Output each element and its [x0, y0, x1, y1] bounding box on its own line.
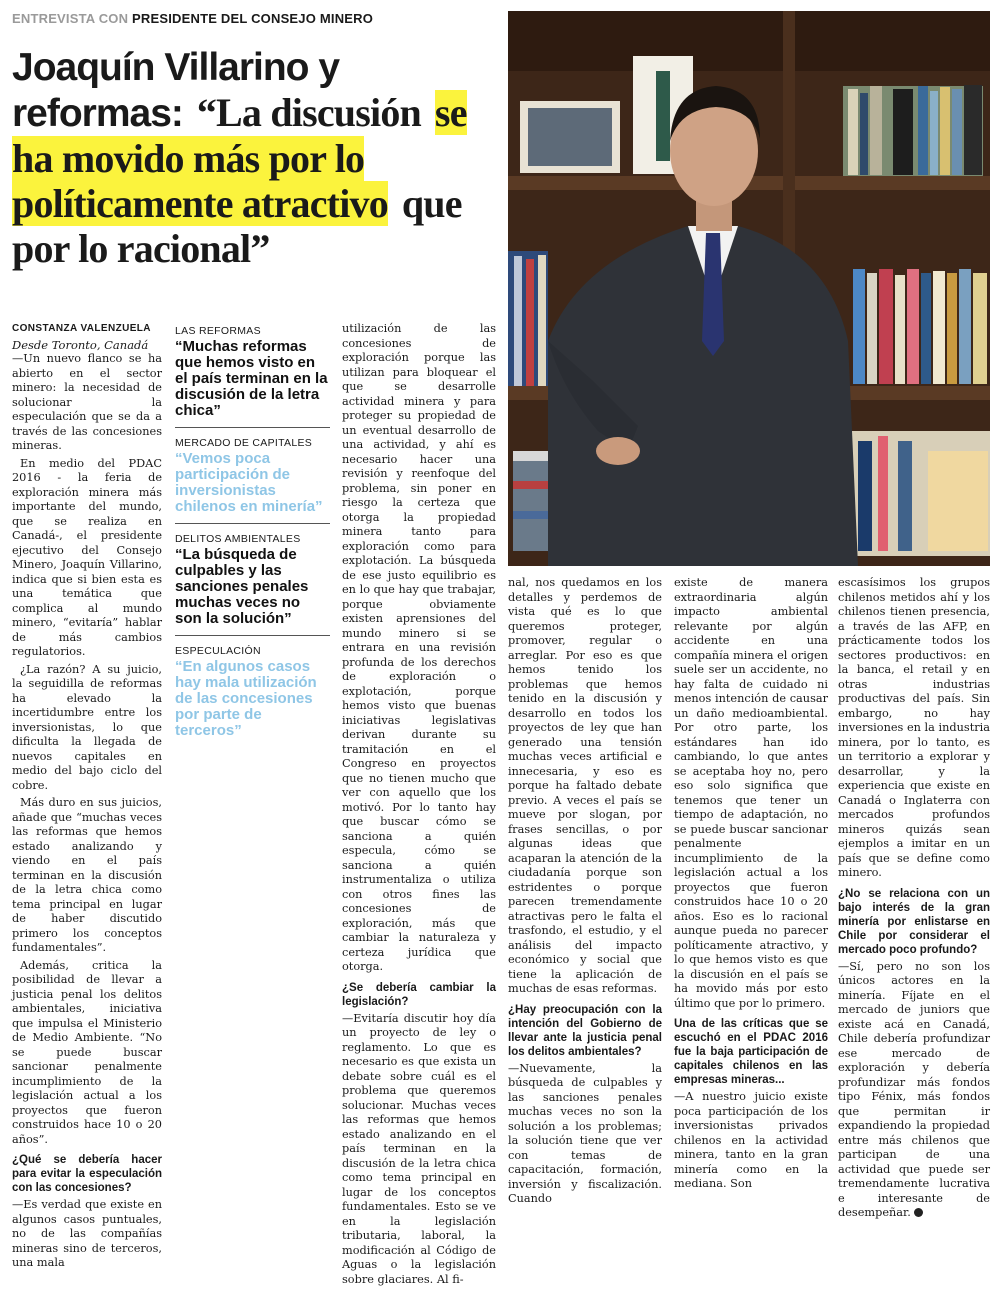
portrait-photo: [508, 11, 990, 566]
pull-quote-text: “En algunos casos hay mala utilización de las concesiones por parte de terceros”: [175, 658, 317, 739]
pull-quote-label: MERCADO DE CAPITALES: [175, 437, 313, 449]
paragraph: existe de manera extraordinaria algún impacto ambiental relevante por algún accidente en una compañía minera el origen suele ser un accidente, no hay falta de cuidado ni menos intención de causar un daño medioambiental. Por otro parte, los estándares han ido cambiando, lo que antes se aceptaba hoy no, pero eso solo significa que tenemos que tener un tiempo de adaptación, no se puede buscar sancionar penalmente incumplimiento de la legislación actual a los proyectos que fueron construidos hace 10 o 20 años. Eso es lo racional aunque pueda no parecer políticamente atractivo, y lo que hemos visto es que la discusión en el país se ha movido más por esto último que por lo primero.: [674, 576, 828, 1010]
pull-quote-text: “Muchas reformas que hemos visto en el país terminan en la discusión de la letra chica”: [175, 338, 328, 419]
paragraph: Además, critica la posibilidad de llevar a justicia penal los delitos ambientales, iniciativa que impulsa el Ministerio de Medio Ambiente. “No se puede buscar sancionar penalmente incumplimiento de la legislación actual a los proyectos que fueron construidos hace 10 o 20 años”.: [12, 958, 162, 1146]
paragraph: —A nuestro juicio existe poca participación de los inversionistas privados chilenos en la actividad minera, tanto en la gran minería como en la mediana. Son: [674, 1090, 828, 1190]
paragraph: —Un nuevo flanco se ha abierto en el sector minero: la necesidad de solucionar la especulación que se da a través de las concesiones mineras.: [12, 352, 162, 452]
interview-question: ¿Hay preocupación con la intención del Gobierno de llevar ante la justicia penal los delitos ambientales?: [508, 1003, 662, 1058]
end-mark-icon: [914, 1208, 923, 1217]
pull-quote-label: LAS REFORMAS: [175, 325, 261, 337]
paragraph: —Nuevamente, la búsqueda de culpables y las sanciones penales muchas veces no son la solución a los problemas; la solución tiene que ver con temas de capacitación, formación, inversión y fiscalización. Cuando: [508, 1061, 662, 1205]
article-column-3: [342, 322, 496, 1290]
pull-quote-label: ESPECULACIÓN: [175, 645, 261, 657]
byline-author: CONSTANZA VALENZUELA: [12, 323, 151, 334]
article-column-5: [674, 576, 828, 1195]
headline: [12, 44, 492, 271]
paragraph: ¿La razón? A su juicio, la seguidilla de reformas ha elevado la incertidumbre entre los inversionistas, lo que dificulta la llegada de nuevos capitales en medio del bajo ciclo del cobre.: [12, 662, 162, 792]
headline-quote-start: “La discusión: [196, 90, 421, 135]
pull-quote-block: [175, 530, 330, 636]
pull-quote-block: [175, 322, 330, 428]
pull-quote-text: “Vemos poca participación de inversionistas chilenos en minería”: [175, 450, 323, 515]
paragraph: En medio del PDAC 2016 - la feria de exploración minera más importante del mundo, que se realiza en Canadá-, el presidente ejecutivo del Consejo Minero, Joaquín Villarino, indica que si bien esta es una temática que complica al mundo minero, “evitaría” hablar de más cambios regulatorios.: [12, 456, 162, 658]
section-kicker: [12, 11, 373, 26]
headline-quote-highlighted: se ha movido más por lo políticamente atractivo: [12, 90, 467, 226]
paragraph-text: —Sí, pero no son los únicos actores en la minería. Fíjate en el mercado de juniors que existe acá en Canadá, Chile debería profundizar ese mercado de exploración y debería profundizar más fondos tipo Fénix, más fondos que permitan ir expandiendo la propiedad entre más chilenos que participan de una actividad que puede ser tremendamente lucrativa e interesante de desempeñar.: [838, 959, 990, 1219]
pull-quote-label: DELITOS AMBIENTALES: [175, 533, 301, 545]
interview-question: ¿Se debería cambiar la legislación?: [342, 981, 496, 1008]
pull-quote-sidebar: [175, 322, 330, 753]
pull-quote-block: [175, 434, 330, 524]
article-column-1: [12, 322, 162, 1274]
paragraph: —Evitaría discutir hoy día un proyecto de ley o reglamento. Lo que es necesario es que exista un debate sobre cuál es el problema que queremos solucionar. Muchas veces las reformas que hemos estado analizando en el país terminan en la discusión de la letra chica como tema principal en lugar de los conceptos fundamentales. Esto se ve en la legislación tributaria, laboral, la modificación al Código de Aguas o la legislación sobre glaciares. Al fi-: [342, 1011, 496, 1286]
paragraph: escasísimos los grupos chilenos metidos ahí y los chilenos tienen presencia, a través de las AFP, en prácticamente todos los sectores productivos: en la banca, el retail y en otras industrias productivas del país. Sin embargo, no hay inversiones en la industria minera, por lo tanto, es un territorio a explorar y desarrollar, y la experiencia que existe en Canadá o Inglaterra con mercados profundos mineros quizás sean ejemplos a imitar en un país que se define como minero.: [838, 576, 990, 879]
interview-question: Una de las críticas que se escuchó en el PDAC 2016 fue la baja participación de capitales chilenos en las empresas mineras...: [674, 1018, 828, 1086]
headline-quote-end: que por lo racional”: [12, 181, 462, 271]
byline-dateline: Desde Toronto, Canadá: [12, 337, 149, 352]
final-paragraph: [838, 960, 990, 1221]
paragraph: Más duro en sus juicios, añade que “muchas veces las reformas que hemos estado analizando y viendo en el país terminan en la discusión de la letra chica como tema principal en lugar de haber discutido primero los conceptos fundamentales”.: [12, 796, 162, 954]
paragraph: utilización de las concesiones de exploración porque las utilizan para bloquear el que se desarrolle actividad minera y para proteger su propiedad de un eventual desarrollo de una actividad, y ahí es necesario hacer una revisión y reenfoque del problema, sin poner en riesgo la certeza que otorga la propiedad minera tanto para exploración como para explotación. La búsqueda de ese justo equilibrio es en lo que hay que trabajar, porque obviamente existen aprensiones del mundo minero si se entrara en una revisión profunda de los derechos de exploración o explotación, porque hemos visto que buenas iniciativas legislativas derivan durante su tramitación en el Congreso en proyectos que no tienen mucho que ver con aquello que los motivó. Por lo tanto hay que buscar cómo se sanciona a quién especula, cómo se sanciona a quién instrumentaliza o utiliza con otros fines las concesiones de exploración, más que cambiar la naturaleza y certeza jurídica que otorga.: [342, 322, 496, 973]
paragraph: nal, nos quedamos en los detalles y perdemos de vista qué es lo que queremos proteger, promover, regular o arreglar. Por eso es que hemos tenido los problemas que hemos tenido en la discusión y desarrollo en todos los proyectos de ley que han generado una tensión muchas veces artificial e innecesaria, y eso es porque ha faltado debate previo. A veces el país se mueve por slogan, por frases sencillas, o por algunas ideas que acaparan la atención de la ciudadanía porque son estridentes o porque parecen tremendamente atractivas pero le falta el trasfondo, el estudio, y el análisis del impacto económico y social que tiene la aplicación de muchas de esas reformas.: [508, 576, 662, 995]
headline-bold: Joaquín Villarino y reformas:: [12, 46, 340, 135]
paragraph: —Es verdad que existe en algunos casos puntuales, no de las compañías mineras sino de terceros, una mala: [12, 1198, 162, 1269]
article-column-6: [838, 576, 990, 1224]
portrait-illustration: [508, 11, 990, 566]
interview-question: ¿Qué se debería hacer para evitar la especulación con las concesiones?: [12, 1154, 162, 1194]
pull-quote-text: “La búsqueda de culpables y las sanciones penales muchas veces no son la solución”: [175, 546, 309, 627]
interview-question: ¿No se relaciona con un bajo interés de la gran minería por enlistarse en Chile por considerar el mercado poco profundo?: [838, 887, 990, 956]
pull-quote-block: [175, 642, 330, 747]
kicker-section: ENTREVISTA CON: [12, 11, 129, 26]
kicker-subject: PRESIDENTE DEL CONSEJO MINERO: [132, 11, 374, 26]
article-column-4: [508, 576, 662, 1210]
